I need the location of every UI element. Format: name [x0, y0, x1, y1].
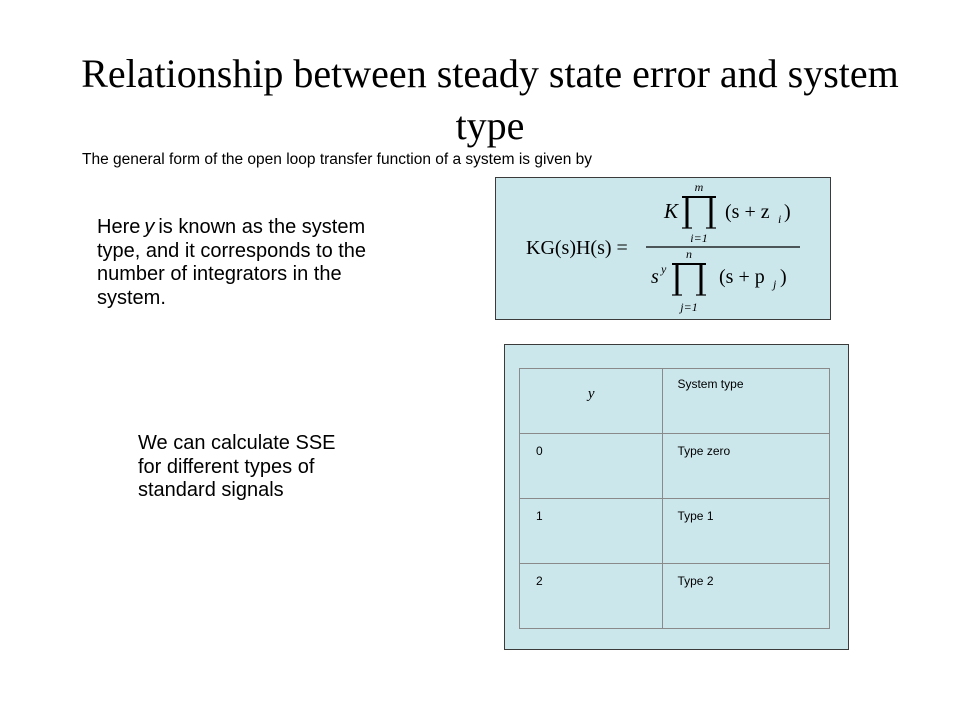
den-lower-limit: j=1	[680, 300, 698, 314]
system-type-table-box	[504, 344, 849, 650]
header-cell-type	[663, 369, 830, 434]
header-y-label: y	[587, 386, 595, 402]
den-term-subscript: j	[773, 277, 777, 291]
num-term-subscript: i	[778, 212, 782, 226]
row-value: 0	[536, 444, 543, 458]
table-row	[520, 499, 830, 564]
row-type: Type zero	[677, 444, 731, 458]
num-lower-limit: i=1	[690, 231, 708, 245]
system-type-table	[519, 368, 830, 629]
transfer-function-box	[495, 177, 831, 320]
num-term: (s + z	[725, 201, 770, 223]
den-exponent: y	[661, 262, 667, 276]
den-term: (s + p	[719, 266, 765, 288]
sse-note: We can calculate SSE for different types of standard signals	[138, 432, 336, 501]
row-type-cell	[663, 564, 830, 629]
para1-variable: y	[144, 216, 155, 238]
row-type: Type 2	[677, 574, 714, 588]
row-type: Type 1	[677, 509, 714, 523]
row-value-cell	[520, 499, 663, 564]
para1-suffix: is known as the system type, and it corresponds to the number of integrators in the system.	[97, 216, 367, 309]
subtitle-text: The general form of the open loop transfer function of a system is given by	[82, 151, 593, 168]
transfer-function-equation	[496, 178, 830, 319]
den-s: s	[651, 266, 659, 288]
num-product-symbol	[682, 197, 716, 228]
den-product-symbol	[672, 264, 706, 295]
row-type-cell	[663, 434, 830, 499]
den-upper-limit: n	[686, 247, 692, 261]
row-type-cell	[663, 499, 830, 564]
row-value: 2	[536, 574, 543, 588]
system-type-explanation	[97, 216, 407, 310]
slide-title: Relationship between steady state error and system type	[81, 51, 899, 148]
row-value-cell	[520, 564, 663, 629]
num-gain: K	[664, 199, 679, 223]
table-header-row	[520, 369, 830, 434]
row-value: 1	[536, 509, 543, 523]
header-type-label: System type	[677, 377, 744, 391]
row-value-cell	[520, 434, 663, 499]
num-close-paren: )	[784, 201, 791, 223]
num-upper-limit: m	[694, 180, 704, 194]
den-close-paren: )	[780, 266, 787, 288]
header-cell-y	[520, 369, 663, 434]
table-row	[520, 434, 830, 499]
table-row	[520, 564, 830, 629]
formula-lhs: KG(s)H(s) =	[526, 237, 628, 259]
para1-prefix: Here	[97, 216, 141, 238]
